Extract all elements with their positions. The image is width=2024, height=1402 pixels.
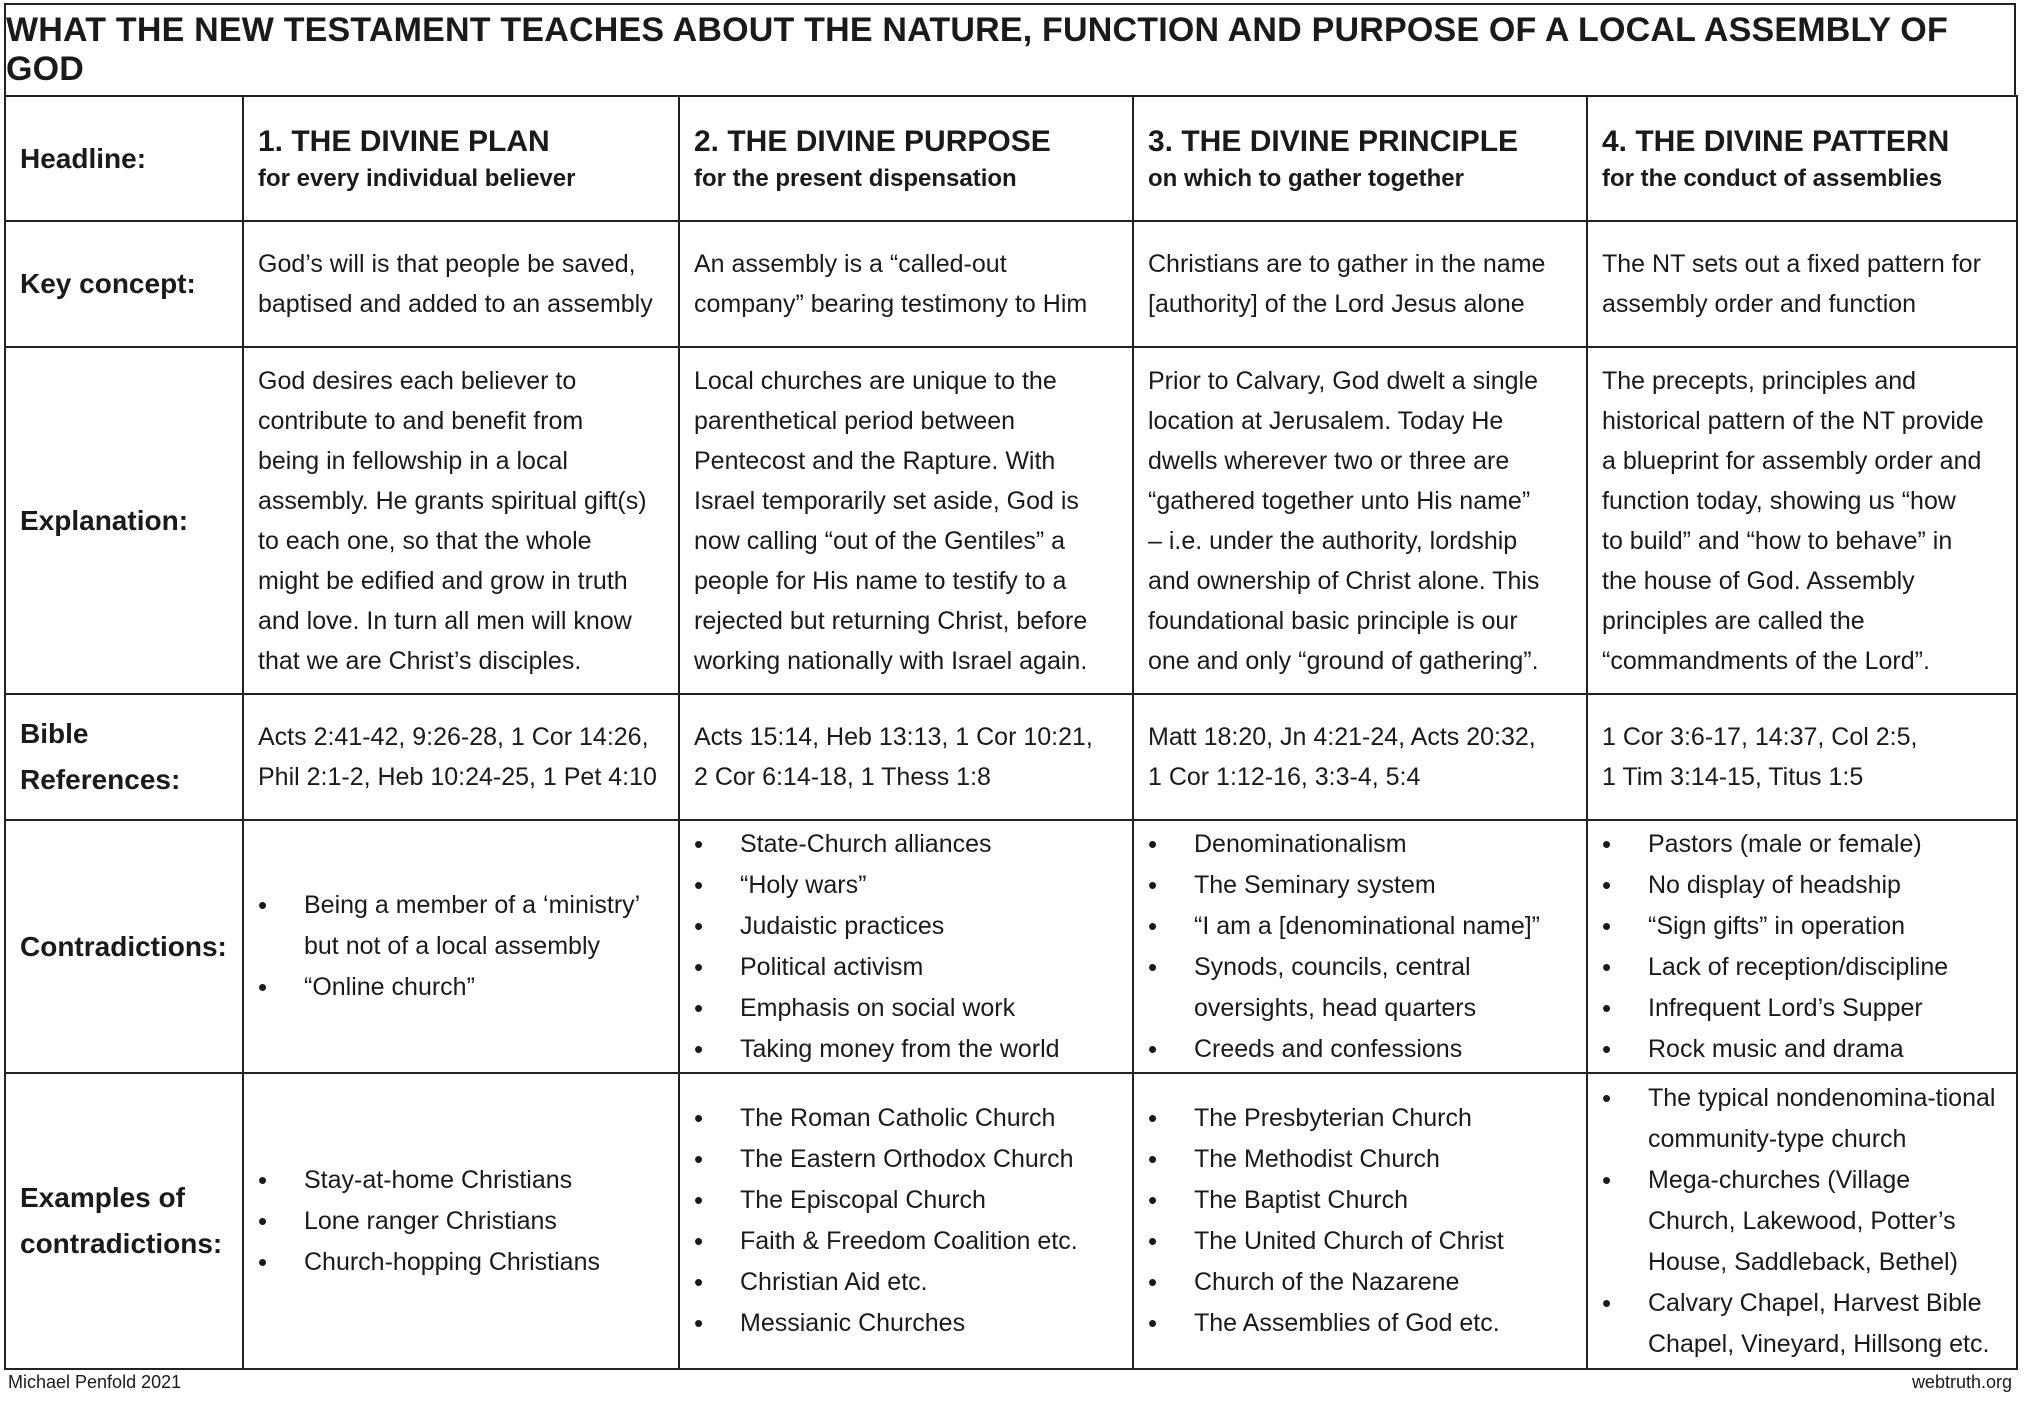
page-title: WHAT THE NEW TESTAMENT TEACHES ABOUT THE NATURE, FUNCTION AND PURPOSE OF A LOCAL ASSEMBLY OF GOD (4, 3, 2016, 95)
explanation-cell-3 (1133, 347, 1587, 694)
list-item: • The typical nondenomina-tional community-type church (1602, 1078, 2002, 1160)
text-line: Acts 15:14, Heb 13:13, 1 Cor 10:21, (694, 723, 1093, 751)
text-line: 1 Tim 3:14-15, Titus 1:5 (1602, 763, 1864, 791)
text-line: rejected but returning Christ, before (694, 606, 1088, 635)
text-line: principles are called the (1602, 606, 1865, 635)
examples-cell-4 (1587, 1073, 2017, 1369)
list-item: • Church-hopping Christians (258, 1242, 664, 1283)
bullet-list (258, 885, 664, 1008)
text-line: might be edified and grow in truth (258, 566, 628, 595)
explanation-row (5, 347, 2017, 694)
column-subheading: on which to gather together (1148, 164, 1464, 192)
text-line: dwells wherever two or three are (1148, 446, 1510, 475)
text-line: one and only “ground of gathering”. (1148, 646, 1539, 675)
text-line: 1 Cor 1:12-16, 3:3-4, 5:4 (1148, 763, 1421, 791)
text-line: The NT sets out a fixed pattern for (1602, 250, 1981, 278)
list-item: • Infrequent Lord’s Supper (1602, 988, 2002, 1029)
list-item: • Political activism (694, 947, 1118, 988)
list-item: • Creeds and confessions (1148, 1029, 1572, 1070)
explanation-cell-4 (1587, 347, 2017, 694)
teaching-table (4, 95, 2018, 1370)
text-line: 1 Cor 3:6-17, 14:37, Col 2:5, (1602, 723, 1918, 751)
list-item: • Lack of reception/discipline (1602, 947, 2002, 988)
text-line: now calling “out of the Gentiles” a (694, 526, 1066, 555)
text-line: baptised and added to an assembly (258, 290, 653, 318)
list-item: • Emphasis on social work (694, 988, 1118, 1029)
row-label-headline: Headline: (5, 96, 243, 221)
list-item: • Rock music and drama (1602, 1029, 2002, 1070)
column-heading: 1. THE DIVINE PLAN (258, 124, 550, 158)
examples-cell-2 (679, 1073, 1133, 1369)
text-line: location at Jerusalem. Today He (1148, 406, 1504, 435)
list-item: • Stay-at-home Christians (258, 1160, 664, 1201)
list-item: • Christian Aid etc. (694, 1262, 1118, 1303)
row-label-contradictions: Contradictions: (5, 820, 243, 1073)
row-label-line: Bible (20, 718, 89, 749)
row-label-line: References: (20, 764, 181, 795)
column-heading: 2. THE DIVINE PURPOSE (694, 124, 1051, 158)
text-line: the house of God. Assembly (1602, 566, 1915, 595)
list-item: • The Presbyterian Church (1148, 1098, 1572, 1139)
headline-row (5, 96, 2017, 221)
contradictions-cell-1 (243, 820, 679, 1073)
text-line: The precepts, principles and (1602, 366, 1917, 395)
list-item: • Faith & Freedom Coalition etc. (694, 1221, 1118, 1262)
row-label-examples (5, 1073, 243, 1369)
text-line: assembly order and function (1602, 290, 1917, 318)
list-item: • “Sign gifts” in operation (1602, 906, 2002, 947)
list-item: • Church of the Nazarene (1148, 1262, 1572, 1303)
key-concept-cell-3 (1133, 221, 1587, 347)
examples-cell-3 (1133, 1073, 1587, 1369)
text-line: contribute to and benefit from (258, 406, 584, 435)
row-label-bible-references (5, 694, 243, 820)
list-item: • Lone ranger Christians (258, 1201, 664, 1242)
list-item: • Messianic Churches (694, 1303, 1118, 1344)
text-line: and ownership of Christ alone. This (1148, 566, 1540, 595)
headline-cell-2 (679, 96, 1133, 221)
text-line: Pentecost and the Rapture. With (694, 446, 1056, 475)
contradictions-cell-2 (679, 820, 1133, 1073)
column-subheading: for every individual believer (258, 164, 576, 192)
row-label-key-concept: Key concept: (5, 221, 243, 347)
column-heading: 4. THE DIVINE PATTERN (1602, 124, 1950, 158)
bullet-list (1602, 824, 2002, 1070)
key-concept-row (5, 221, 2017, 347)
list-item: • The Episcopal Church (694, 1180, 1118, 1221)
references-cell-1 (243, 694, 679, 820)
column-subheading: for the conduct of assemblies (1602, 164, 1943, 192)
text-line: to each one, so that the whole (258, 526, 592, 555)
bullet-list (694, 824, 1118, 1070)
examples-cell-1 (243, 1073, 679, 1369)
footer-author: Michael Penfold 2021 (8, 1372, 182, 1392)
key-concept-cell-2 (679, 221, 1133, 347)
bible-references-row (5, 694, 2017, 820)
text-line: – i.e. under the authority, lordship (1148, 526, 1518, 555)
references-cell-3 (1133, 694, 1587, 820)
text-line: a blueprint for assembly order and (1602, 446, 1982, 475)
text-line: people for His name to testify to a (694, 566, 1067, 595)
list-item: • Mega-churches (Village Church, Lakewood, Potter’s House, Saddleback, Bethel) (1602, 1160, 2002, 1283)
list-item: • Calvary Chapel, Harvest Bible Chapel, Vineyard, Hillsong etc. (1602, 1283, 2002, 1365)
key-concept-cell-4 (1587, 221, 2017, 347)
column-heading: 3. THE DIVINE PRINCIPLE (1148, 124, 1519, 158)
headline-cell-4 (1587, 96, 2017, 221)
column-subheading: for the present dispensation (694, 164, 1017, 192)
explanation-cell-2 (679, 347, 1133, 694)
list-item: • The Baptist Church (1148, 1180, 1572, 1221)
list-item: • Denominationalism (1148, 824, 1572, 865)
text-line: foundational basic principle is our (1148, 606, 1518, 635)
footer-site: webtruth.org (1911, 1372, 2012, 1392)
row-label-line: contradictions: (20, 1228, 223, 1259)
text-line: historical pattern of the NT provide (1602, 406, 1984, 435)
list-item: • Pastors (male or female) (1602, 824, 2002, 865)
text-line: “commandments of the Lord”. (1602, 646, 1930, 675)
bullet-list (1148, 824, 1572, 1070)
text-line: God desires each believer to (258, 366, 577, 395)
list-item: • Taking money from the world (694, 1029, 1118, 1070)
contradictions-cell-3 (1133, 820, 1587, 1073)
list-item: • The Methodist Church (1148, 1139, 1572, 1180)
examples-row (5, 1073, 2017, 1369)
text-line: company” bearing testimony to Him (694, 290, 1088, 318)
text-line: parenthetical period between (694, 406, 1016, 435)
list-item: • “Online church” (258, 967, 664, 1008)
headline-cell-3 (1133, 96, 1587, 221)
list-item: • “Holy wars” (694, 865, 1118, 906)
text-line: [authority] of the Lord Jesus alone (1148, 290, 1525, 318)
list-item: • No display of headship (1602, 865, 2002, 906)
contradictions-cell-4 (1587, 820, 2017, 1073)
text-line: Phil 2:1-2, Heb 10:24-25, 1 Pet 4:10 (258, 763, 657, 791)
text-line: that we are Christ’s disciples. (258, 646, 582, 675)
headline-cell-1 (243, 96, 679, 221)
text-line: Local churches are unique to the (694, 366, 1057, 395)
list-item: • The Seminary system (1148, 865, 1572, 906)
row-label-explanation: Explanation: (5, 347, 243, 694)
text-line: Christians are to gather in the name (1148, 250, 1546, 278)
text-line: assembly. He grants spiritual gift(s) (258, 486, 647, 515)
text-line: God’s will is that people be saved, (258, 250, 636, 278)
bullet-list (1602, 1078, 2002, 1365)
list-item: • Synods, councils, central oversights, head quarters (1148, 947, 1572, 1029)
bullet-list (694, 1098, 1118, 1344)
text-line: “gathered together unto His name” (1148, 486, 1531, 515)
text-line: Israel temporarily set aside, God is (694, 486, 1079, 515)
key-concept-cell-1 (243, 221, 679, 347)
list-item: • The United Church of Christ (1148, 1221, 1572, 1262)
list-item: • Judaistic practices (694, 906, 1118, 947)
contradictions-row (5, 820, 2017, 1073)
references-cell-2 (679, 694, 1133, 820)
references-cell-4 (1587, 694, 2017, 820)
list-item: • The Assemblies of God etc. (1148, 1303, 1572, 1344)
text-line: Prior to Calvary, God dwelt a single (1148, 366, 1538, 395)
text-line: Acts 2:41-42, 9:26-28, 1 Cor 14:26, (258, 723, 649, 751)
text-line: 2 Cor 6:14-18, 1 Thess 1:8 (694, 763, 991, 791)
list-item: • State-Church alliances (694, 824, 1118, 865)
text-line: being in fellowship in a local (258, 446, 568, 475)
text-line: working nationally with Israel again. (694, 646, 1088, 675)
explanation-cell-1 (243, 347, 679, 694)
text-line: and love. In turn all men will know (258, 606, 632, 635)
bullet-list (258, 1160, 664, 1283)
list-item: • Being a member of a ‘ministry’ but not of a local assembly (258, 885, 664, 967)
text-line: function today, showing us “how (1602, 486, 1956, 515)
text-line: to build” and “how to behave” in (1602, 526, 1953, 555)
text-line: An assembly is a “called-out (694, 250, 1007, 278)
list-item: • The Roman Catholic Church (694, 1098, 1118, 1139)
row-label-line: Examples of (20, 1182, 185, 1213)
list-item: • “I am a [denominational name]” (1148, 906, 1572, 947)
text-line: Matt 18:20, Jn 4:21-24, Acts 20:32, (1148, 723, 1536, 751)
list-item: • The Eastern Orthodox Church (694, 1139, 1118, 1180)
bullet-list (1148, 1098, 1572, 1344)
